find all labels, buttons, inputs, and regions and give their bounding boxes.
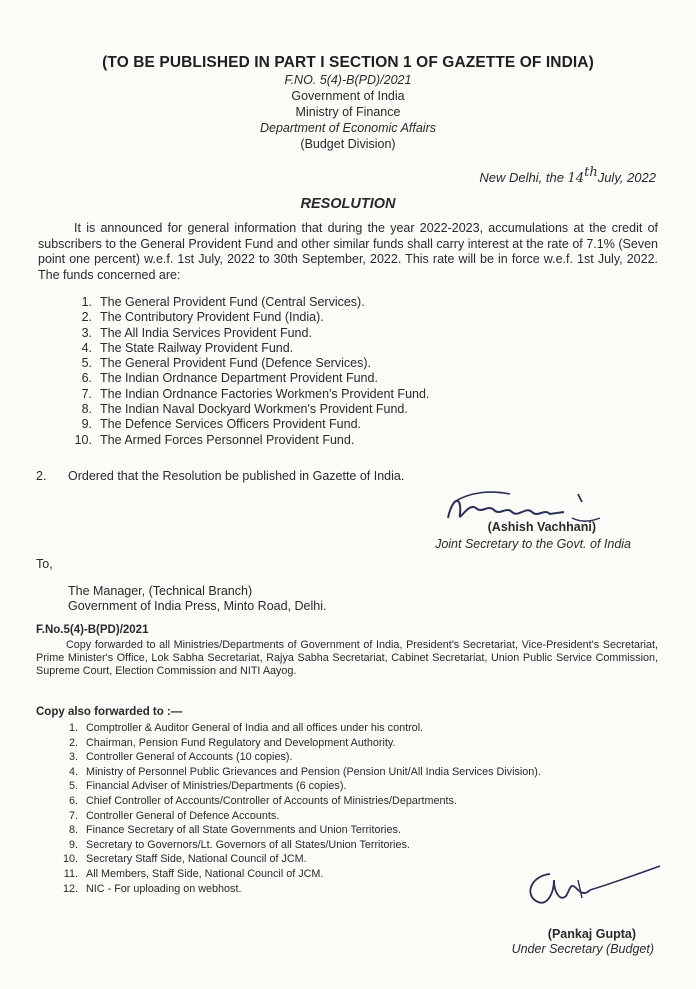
list-item-number: 8. (68, 824, 78, 837)
list-item-text: Comptroller & Auditor General of India and all offices under his control. (86, 722, 424, 734)
issue-date (479, 165, 656, 186)
list-item-number: 2. (81, 310, 92, 325)
list-item-text: NIC - For uploading on webhost. (86, 882, 242, 895)
signatory-1-name: (Ashish Vachhani) (487, 520, 596, 534)
list-item-number: 4. (81, 340, 92, 355)
fund-list-item (54, 402, 429, 417)
copy-list-item (44, 852, 541, 867)
fund-list-item (54, 295, 429, 310)
list-item-text: The Defence Services Officers Provident Fund. (100, 417, 361, 432)
signatory-2-name: (Pankaj Gupta) (547, 927, 636, 941)
list-item-number: 9. (81, 417, 92, 432)
file-number: F.NO. 5(4)-B(PD)/2021 (284, 73, 412, 87)
funds-list (54, 295, 429, 448)
signatory-2-designation: Under Secretary (Budget) (511, 942, 654, 956)
list-item-number: 10. (62, 853, 78, 866)
copy-list-item (44, 779, 541, 794)
copy-also-list (44, 721, 541, 896)
fund-list-item (54, 341, 429, 356)
fund-list-item (54, 310, 429, 325)
date-prefix: New Delhi, the (479, 170, 568, 185)
list-item-text: The Indian Ordnance Factories Workmen's Provident Fund. (100, 386, 430, 401)
list-item-text: Controller General of Accounts (10 copies). (86, 751, 293, 764)
copy-list-item (44, 794, 541, 809)
list-item-text: Chief Controller of Accounts/Controller of Accounts of Ministries/Departments. (86, 794, 457, 807)
resolution-intro (38, 221, 658, 283)
list-item-number: 1. (68, 722, 78, 734)
recipient-line-1: The Manager, (Technical Branch) (68, 584, 253, 598)
list-item-text: The General Provident Fund (Defence Services). (100, 356, 371, 371)
list-item-number: 8. (81, 402, 92, 417)
list-item-text: Finance Secretary of all State Governments and Union Territories. (86, 824, 401, 837)
copy-list-item (44, 750, 541, 765)
list-item-text: The Contributory Provident Fund (India). (100, 310, 324, 325)
list-item-text: The Armed Forces Personnel Provident Fund. (100, 432, 355, 447)
list-item-text: The Indian Ordnance Department Provident Fund. (100, 371, 378, 386)
list-item-text: The Indian Naval Dockyard Workmen's Provident Fund. (100, 402, 408, 417)
ministry-line: Ministry of Finance (295, 105, 401, 119)
copy-forwarded-text: Copy forwarded to all Ministries/Departments of Government of India, President's Secretariat, Vice-President's Secretariat, Prime Minister's Office, Lok Sabha Secretariat, Rajya Sabha Secretariat, Cabinet Secretariat, Union Public Service Commission, Supreme Court, Election Commission and NITI Aayog. (36, 639, 658, 678)
date-day: 14 (567, 171, 585, 186)
copy-forwarded (36, 639, 658, 679)
fund-list-item (54, 417, 429, 432)
list-item-number: 7. (68, 809, 78, 822)
resolution-intro-text: It is announced for general information that during the year 2022-2023, accumulations at the credit of subscribers to the General Provident Fund and other similar funds shall carry interest at the rate of 7.1% (Seven point one percent) w.e.f. 1st July, 2022 to 30th September, 2022. This rate will be in force w.e.f. 1st July, 2022. The funds concerned are: (38, 221, 658, 282)
copy-list-item (44, 809, 541, 824)
list-item-number: 3. (81, 325, 92, 340)
list-item-number: 9. (68, 838, 78, 851)
date-day-suffix: th (584, 165, 598, 180)
ordered-text: Ordered that the Resolution be published in Gazette of India. (68, 469, 405, 483)
copy-list-item (44, 765, 541, 780)
resolution-title: RESOLUTION (300, 196, 396, 212)
fund-list-item (54, 433, 429, 448)
list-item-number: 5. (81, 356, 92, 371)
copy-list-item (44, 721, 541, 736)
copy-list-item (44, 867, 541, 882)
ordered-number: 2. (36, 469, 47, 483)
list-item-text: Ministry of Personnel Public Grievances and Pension (Pension Unit/All India Services Division). (86, 765, 541, 778)
copy-list-item (44, 882, 541, 897)
list-item-number: 3. (68, 751, 78, 764)
copy-also-label: Copy also forwarded to :— (36, 706, 183, 718)
list-item-text: Secretary Staff Side, National Council of JCM. (86, 853, 307, 866)
signature-pankaj (520, 862, 670, 922)
to-label: To, (36, 557, 53, 571)
list-item-text: The All India Services Provident Fund. (100, 325, 312, 340)
list-item-number: 10. (74, 432, 92, 447)
copy-list-item (44, 823, 541, 838)
list-item-number: 5. (68, 780, 78, 793)
list-item-number: 2. (68, 736, 78, 749)
department-line: Department of Economic Affairs (260, 121, 436, 135)
copy-list-item (44, 736, 541, 751)
division-line: (Budget Division) (300, 137, 396, 151)
list-item-number: 11. (63, 867, 78, 880)
fund-list-item (54, 387, 429, 402)
list-item-number: 4. (68, 765, 78, 778)
list-item-text: Financial Adviser of Ministries/Departments (6 copies). (86, 780, 347, 793)
fund-list-item (54, 356, 429, 371)
fund-list-item (54, 326, 429, 341)
copy-file-number: F.No.5(4)-B(PD)/2021 (36, 624, 149, 636)
ordered-clause (36, 469, 404, 483)
government-line: Government of India (291, 89, 405, 103)
list-item-text: The State Railway Provident Fund. (100, 340, 294, 355)
publish-note: (TO BE PUBLISHED IN PART I SECTION 1 OF GAZETTE OF INDIA) (102, 54, 594, 71)
recipient-address (68, 584, 326, 614)
signatory-1-designation: Joint Secretary to the Govt. of India (435, 537, 631, 551)
list-item-text: Controller General of Defence Accounts. (86, 809, 280, 822)
list-item-number: 1. (81, 295, 92, 309)
list-item-text: The General Provident Fund (Central Services). (100, 295, 365, 309)
list-item-text: Chairman, Pension Fund Regulatory and Development Authority. (86, 736, 396, 749)
recipient-line-2: Government of India Press, Minto Road, Delhi. (68, 599, 327, 613)
list-item-number: 12. (62, 882, 78, 895)
list-item-text: All Members, Staff Side, National Council of JCM. (86, 867, 324, 880)
copy-list-item (44, 838, 541, 853)
fund-list-item (54, 371, 429, 386)
date-rest: July, 2022 (597, 170, 656, 185)
list-item-number: 7. (81, 386, 92, 401)
list-item-number: 6. (81, 371, 92, 386)
list-item-number: 6. (68, 794, 78, 807)
list-item-text: Secretary to Governors/Lt. Governors of all States/Union Territories. (86, 838, 410, 851)
